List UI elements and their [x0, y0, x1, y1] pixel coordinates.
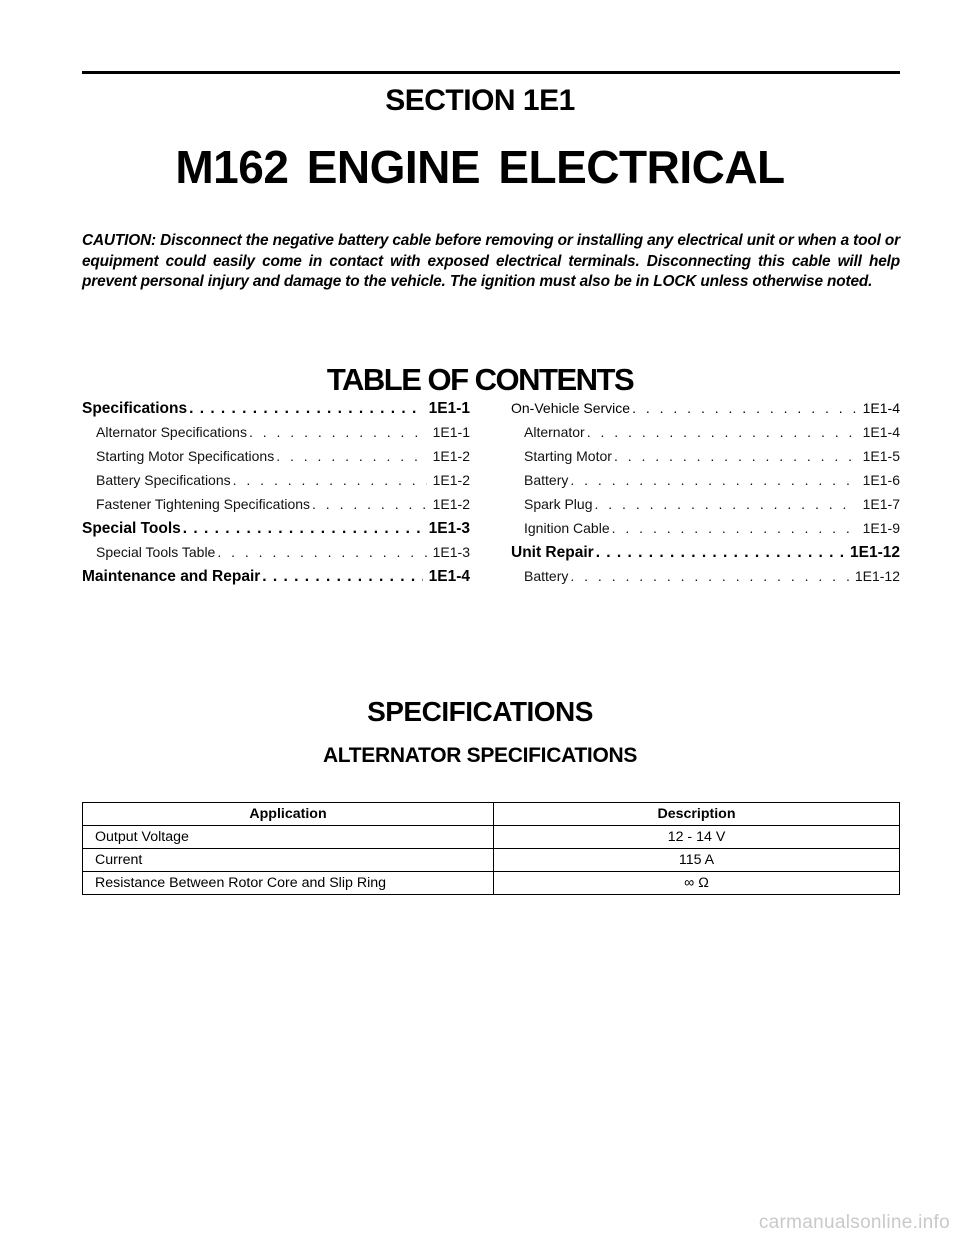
toc-leader — [596, 544, 844, 562]
toc-entry-page: 1E1-3 — [432, 544, 470, 560]
toc-right-column — [511, 400, 900, 592]
toc-leader — [587, 424, 857, 440]
toc-entry-label: Battery — [524, 472, 569, 488]
toc-leader — [594, 496, 856, 512]
toc-leader — [612, 520, 857, 536]
toc-entry-page: 1E1-5 — [862, 448, 900, 464]
toc-entry-page: 1E1-1 — [428, 400, 470, 417]
toc-entry[interactable] — [511, 520, 900, 544]
toc-leader — [614, 448, 857, 464]
toc-entry-label: Alternator — [524, 424, 585, 440]
toc-entry[interactable] — [511, 496, 900, 520]
toc-entry-label: Battery — [524, 568, 569, 584]
toc-entry[interactable] — [511, 448, 900, 472]
toc-leader — [233, 472, 427, 488]
toc-entry[interactable] — [511, 472, 900, 496]
watermark: carmanualsonline.info — [758, 1212, 950, 1233]
toc-entry-page: 1E1-2 — [432, 448, 470, 464]
toc-leader — [312, 496, 427, 512]
toc-leader — [217, 544, 426, 560]
toc-leader — [249, 424, 427, 440]
alternator-spec-table — [82, 802, 900, 895]
caution-note: CAUTION: Disconnect the negative battery cable before removing or installing any electrical unit or when a tool or equipment could easily come in contact with exposed electrical terminals. Disconnecting this cable will help prevent personal injury and damage to the vehicle. The ignition must also be in LOCK unless otherwise noted. — [82, 232, 900, 290]
toc-entry-page: 1E1-6 — [862, 472, 900, 488]
toc-entry-page: 1E1-7 — [862, 496, 900, 512]
alternator-specs-heading: ALTERNATOR SPECIFICATIONS — [322, 744, 638, 767]
table-cell-application: Current — [83, 849, 494, 872]
toc-entry[interactable] — [511, 400, 900, 424]
toc-entry-label: Starting Motor Specifications — [96, 448, 275, 464]
toc-title: TABLE OF CONTENTS — [326, 362, 634, 397]
toc-entry-page: 1E1-9 — [862, 520, 900, 536]
table-row — [83, 826, 900, 849]
toc-entry-label: Unit Repair — [511, 544, 594, 561]
toc-entry[interactable] — [511, 424, 900, 448]
toc-entry-label: Spark Plug — [524, 496, 593, 512]
toc-entry[interactable] — [511, 568, 900, 592]
table-cell-description: 115 A — [494, 849, 900, 872]
toc-entry-label: Alternator Specifications — [96, 424, 247, 440]
toc-entry-page: 1E1-1 — [432, 424, 470, 440]
specifications-heading: SPECIFICATIONS — [367, 696, 593, 727]
toc-entry-label: Special Tools Table — [96, 544, 216, 560]
toc-entry[interactable] — [82, 424, 470, 448]
column-header-description: Description — [494, 803, 900, 826]
table-cell-description: ∞ Ω — [494, 872, 900, 895]
toc-leader — [183, 520, 423, 538]
toc-entry-label: Maintenance and Repair — [82, 568, 261, 585]
toc-leader — [276, 448, 426, 464]
toc-entry-page: 1E1-2 — [432, 496, 470, 512]
toc-leader — [262, 568, 422, 586]
table-header-row — [83, 803, 900, 826]
section-heading: SECTION 1E1 — [385, 84, 575, 117]
toc-entry-label: Battery Specifications — [96, 472, 231, 488]
toc-entry-label: Starting Motor — [524, 448, 612, 464]
column-header-application: Application — [83, 803, 494, 826]
toc-leader — [189, 400, 423, 418]
toc-entry-page: 1E1-4 — [862, 424, 900, 440]
toc-entry-label: On-Vehicle Service — [511, 400, 631, 416]
top-rule — [82, 71, 900, 74]
toc-leader — [632, 400, 857, 416]
toc-entry-label: Ignition Cable — [524, 520, 610, 536]
toc-entry-page: 1E1-4 — [428, 568, 470, 585]
toc-entry[interactable] — [82, 496, 470, 520]
toc-left-column — [82, 400, 470, 592]
toc-leader — [570, 472, 856, 488]
toc-entry-label: Fastener Tightening Specifications — [96, 496, 311, 512]
toc-entry-page: 1E1-4 — [862, 400, 900, 416]
table-row — [83, 849, 900, 872]
toc-leader — [570, 568, 848, 584]
toc-entry[interactable] — [82, 520, 470, 544]
toc-entry-label: Specifications — [82, 400, 188, 417]
toc-entry[interactable] — [82, 568, 470, 592]
table-cell-application: Resistance Between Rotor Core and Slip Ring — [83, 872, 494, 895]
toc-entry-page: 1E1-12 — [850, 544, 900, 561]
table-row — [83, 872, 900, 895]
table-cell-application: Output Voltage — [83, 826, 494, 849]
toc-entry-label: Special Tools — [82, 520, 181, 537]
toc-entry[interactable] — [82, 544, 470, 568]
toc-entry[interactable] — [82, 400, 470, 424]
page-title: M162 ENGINE ELECTRICAL — [175, 141, 785, 193]
toc-entry-page: 1E1-2 — [432, 472, 470, 488]
toc-entry[interactable] — [82, 448, 470, 472]
toc-entry[interactable] — [82, 472, 470, 496]
toc-entry[interactable] — [511, 544, 900, 568]
toc-entry-page: 1E1-12 — [854, 568, 900, 584]
table-cell-description: 12 - 14 V — [494, 826, 900, 849]
toc-entry-page: 1E1-3 — [428, 520, 470, 537]
